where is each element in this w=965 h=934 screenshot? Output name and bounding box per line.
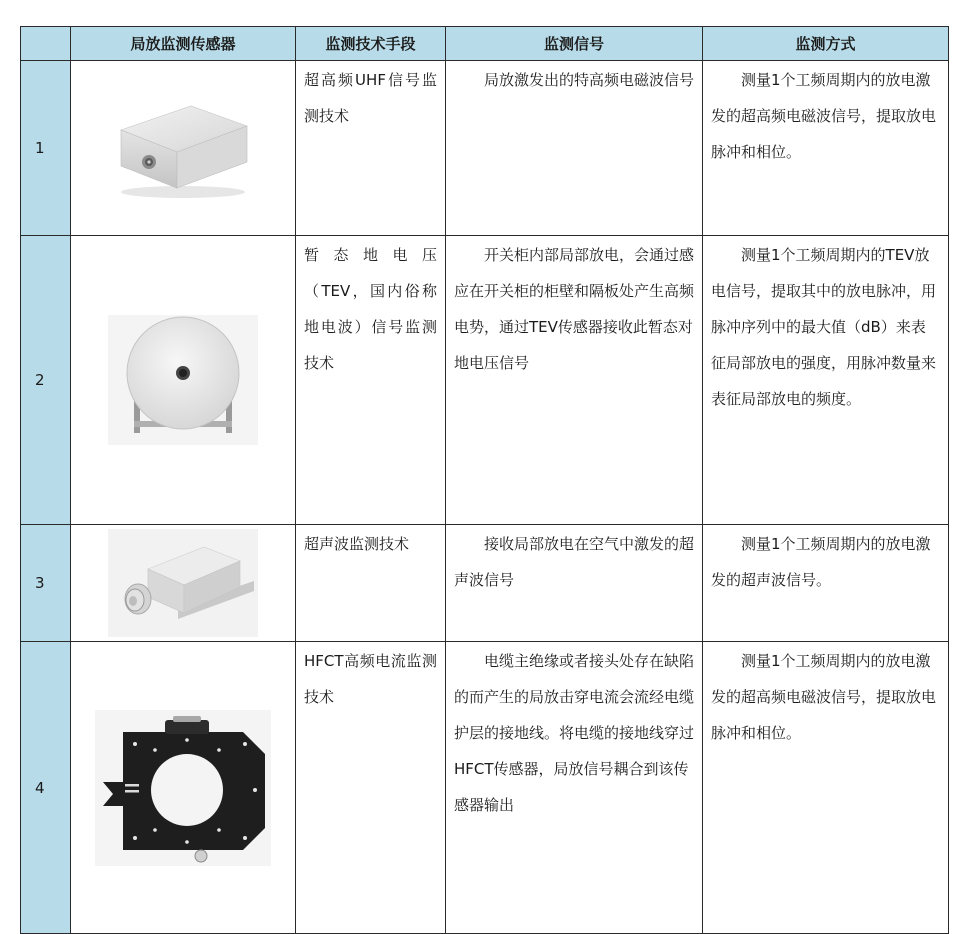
signal-text: 电缆主绝缘或者接头处存在缺陷的而产生的局放击穿电流会流经电缆护层的接地线。将电缆的接地线穿过HFCT传感器，局放信号耦合到该传感器输出 (454, 652, 695, 814)
header-signal: 监测信号 (446, 27, 703, 61)
header-sensor: 局放监测传感器 (71, 27, 296, 61)
method-text: 测量1个工频周期内的放电激发的超高频电磁波信号，提取放电脉冲和相位。 (711, 652, 937, 742)
method-cell (703, 525, 949, 642)
table-row (21, 61, 949, 236)
uhf-sensor-box-image (113, 92, 253, 204)
row-index: 1 (21, 61, 71, 236)
signal-cell (446, 61, 703, 236)
method-text: 测量1个工频周期内的TEV放电信号，提取其中的放电脉冲，用脉冲序列中的最大值（dB）来表征局部放电的强度，用脉冲数量来表征局部放电的频度。 (711, 246, 937, 408)
sensor-image-cell (71, 61, 296, 236)
header-method: 监测方式 (703, 27, 949, 61)
header-technique: 监测技术手段 (296, 27, 446, 61)
table-row (21, 525, 949, 642)
sensor-image-cell (71, 525, 296, 642)
sensor-image-cell (71, 642, 296, 934)
hfct-sensor-ring-image (95, 710, 271, 866)
method-cell (703, 642, 949, 934)
technique-text: 超声波监测技术 (304, 535, 410, 553)
signal-cell (446, 525, 703, 642)
signal-text: 开关柜内部局部放电，会通过感应在开关柜的柜壁和隔板处产生高频电势，通过TEV传感器接收此暂态对地电压信号 (454, 246, 695, 372)
row-index: 2 (21, 236, 71, 525)
technique-cell (296, 525, 446, 642)
sensor-image-cell (71, 236, 296, 525)
signal-cell (446, 236, 703, 525)
technique-cell (296, 61, 446, 236)
technique-text: HFCT高频电流监测技术 (304, 652, 437, 706)
table-header-row (21, 27, 949, 61)
technique-cell (296, 236, 446, 525)
table-row (21, 642, 949, 934)
row-index: 3 (21, 525, 71, 642)
technique-text: 暂态地电压（TEV，国内俗称地电波）信号监测技术 (304, 246, 437, 372)
method-text: 测量1个工频周期内的放电激发的超声波信号。 (711, 535, 931, 589)
sensor-comparison-table (20, 26, 949, 934)
table-row (21, 236, 949, 525)
method-cell (703, 236, 949, 525)
tev-sensor-disc-image (108, 315, 258, 445)
ultrasonic-sensor-image (108, 529, 258, 637)
header-index (21, 27, 71, 61)
signal-text: 接收局部放电在空气中激发的超声波信号 (454, 535, 695, 589)
technique-cell (296, 642, 446, 934)
row-index: 4 (21, 642, 71, 934)
signal-cell (446, 642, 703, 934)
technique-text: 超高频UHF信号监测技术 (304, 71, 437, 125)
method-cell (703, 61, 949, 236)
method-text: 测量1个工频周期内的放电激发的超高频电磁波信号，提取放电脉冲和相位。 (711, 71, 937, 161)
signal-text: 局放激发出的特高频电磁波信号 (484, 71, 695, 89)
